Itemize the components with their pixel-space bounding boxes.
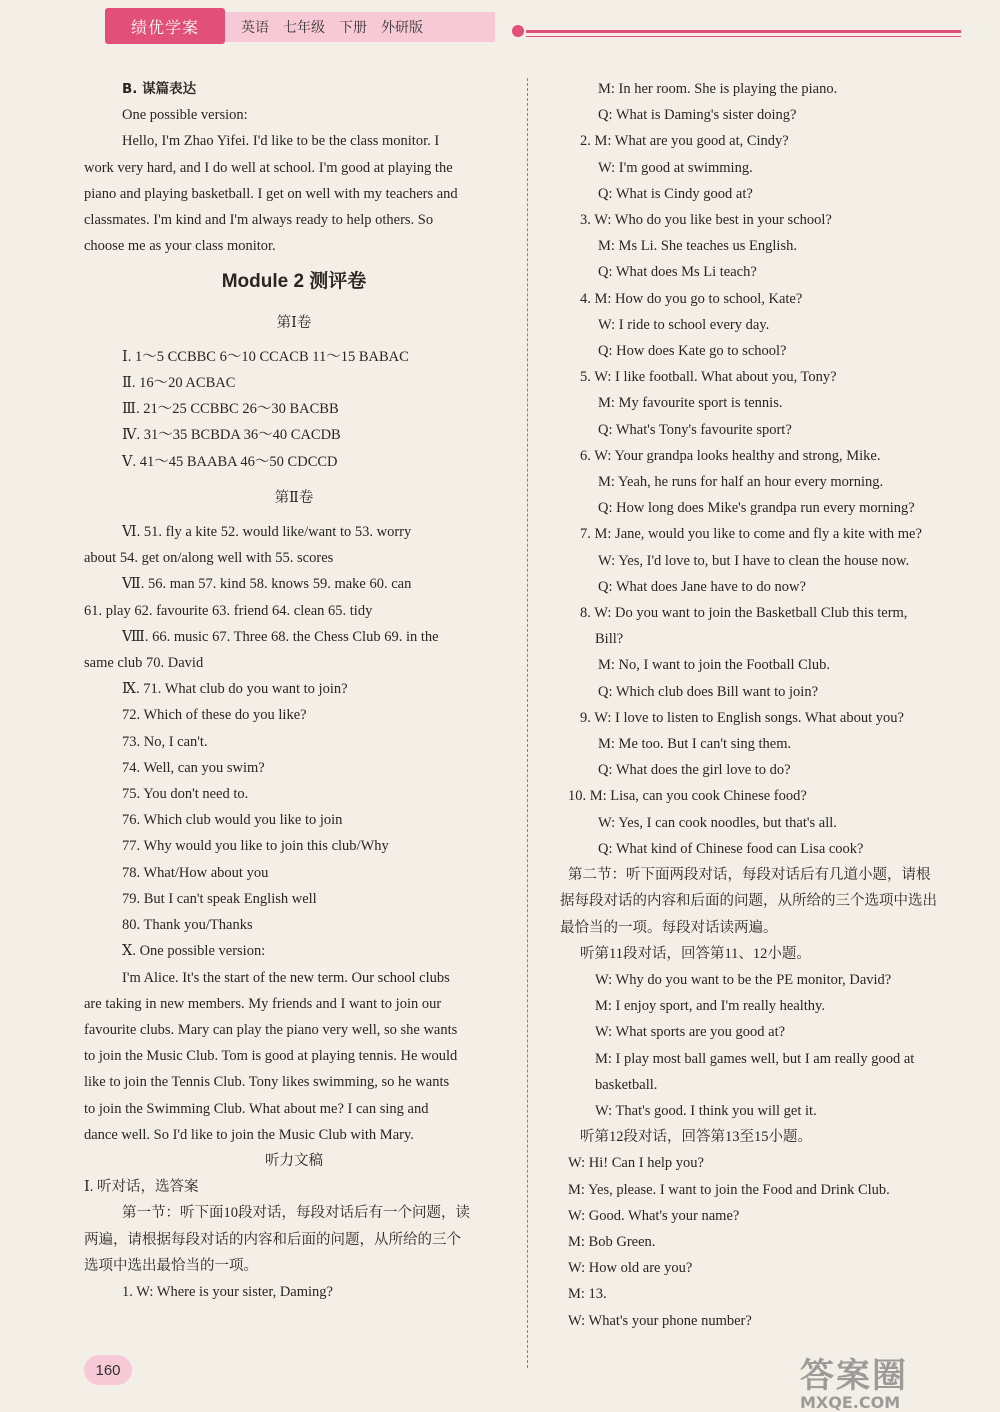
answer-line: Ⅶ. 56. man 57. kind 58. knows 59. make 60. can [122,576,412,593]
transcript-line: 据每段对话的内容和后面的问题，从所给的三个选项中选出 [560,893,937,910]
answer-line: Ⅳ. 31～35 BCBDA 36～40 CACDB [122,427,341,444]
header-dot [512,25,524,37]
transcript-line: W: What's your phone number? [568,1312,752,1329]
transcript-line: W: Hi! Can I help you? [568,1155,704,1172]
answer-line: Ⅵ. 51. fly a kite 52. would like/want to 53. worry [122,524,412,541]
transcript-line: W: How old are you? [568,1260,693,1277]
transcript-line: 2. M: What are you good at, Cindy? [580,133,789,150]
transcript-line: Q: What kind of Chinese food can Lisa cook? [598,840,864,857]
essay-line: favourite clubs. Mary can play the piano very well, so she wants [84,1021,458,1038]
transcript-line: basketball. [595,1076,658,1093]
essay-line: to join the Music Club. Tom is good at playing tennis. He would [84,1048,458,1065]
answer-key [84,344,504,475]
answer-line: 75. You don't need to. [122,786,249,803]
header-rule [526,30,961,33]
transcript-line: 7. M: Jane, would you like to come and fly a kite with me? [580,526,922,543]
transcript-line: Q: Which club does Bill want to join? [598,683,819,700]
transcript-line: 3. W: Who do you like best in your school? [580,212,832,229]
edition-label: 外研版 [381,20,423,36]
brand-label: 绩优学案 [105,8,225,44]
essay-line: are taking in new members. My friends and I want to join our [84,995,442,1012]
essay-line: choose me as your class monitor. [84,238,276,255]
answer-key [84,676,504,964]
transcript-line: 听第12段对话，回答第13至15小题。 [580,1129,812,1146]
transcript-line: Q: What does Ms Li teach? [598,264,757,281]
section-heading: B. 谋篇表达 [122,81,197,97]
transcript-line: M: Yes, please. I want to join the Food and Drink Club. [568,1181,890,1198]
transcript-line: W: I'm good at swimming. [598,159,753,176]
transcript-line: W: Yes, I can cook noodles, but that's all. [598,814,837,831]
grade-label: 七年级 [283,20,325,36]
transcript-line: M: I enjoy sport, and I'm really healthy. [595,998,825,1015]
answer-line: same club 70. David [84,655,204,672]
left-column [84,76,504,1305]
page-number: 160 [84,1355,132,1385]
header-rule-thin [526,36,961,37]
answer-line: 61. play 62. favourite 63. friend 64. clean 65. tidy [84,602,373,619]
transcript-line: W: Good. What's your name? [568,1207,740,1224]
answer-line: Ⅷ. 66. music 67. Three 68. the Chess Club 69. in the [122,628,439,645]
answer-line: 73. No, I can't. [122,733,208,750]
answer-line: 76. Which club would you like to join [122,812,343,829]
transcript-line: 4. M: How do you go to school, Kate? [580,290,803,307]
transcript-line: 第二节：听下面两段对话，每段对话后有几道小题，请根 [568,867,931,884]
transcript-line: Q: What is Daming's sister doing? [598,107,797,124]
answer-line: about 54. get on/along well with 55. scores [84,550,334,567]
transcript-line: M: In her room. She is playing the piano. [598,81,838,97]
part-heading: 第Ⅱ卷 [274,489,314,506]
essay-block [84,965,504,1148]
transcript-line: M: My favourite sport is tennis. [598,395,783,412]
transcript-line: Q: What is Cindy good at? [598,185,753,202]
answer-line: Ⅰ. 1～5 CCBBC 6～10 CCACB 11～15 BABAC [122,348,409,365]
transcript-line: 8. W: Do you want to join the Basketball Club this term, [580,605,908,622]
answer-line: 79. But I can't speak English well [122,890,317,907]
answer-line: Ⅲ. 21～25 CCBBC 26～30 BACBB [122,401,339,418]
subject-label: 英语 [241,20,269,36]
instruction-line: 两遍，请根据每段对话的内容和后面的问题，从所给的三个 [84,1231,461,1248]
transcript-line: W: Why do you want to be the PE monitor, David? [595,971,892,988]
page-header [0,0,1000,60]
transcript-line: 9. W: I love to listen to English songs. What about you? [580,709,904,726]
transcript-line: W: I ride to school every day. [598,316,770,333]
transcript-line: 5. W: I like football. What about you, Tony? [580,369,837,386]
answer-line: Ⅴ. 41～45 BAABA 46～50 CDCCD [122,453,338,470]
answer-line: 80. Thank you/Thanks [122,917,253,934]
instruction-line: 第一节：听下面10段对话，每段对话后有一个问题，读 [122,1205,470,1222]
essay-line: to join the Swimming Club. What about me? I can sing and [84,1100,429,1117]
transcript-line: 10. M: Lisa, can you cook Chinese food? [568,788,807,805]
transcript-line: M: Yeah, he runs for half an hour every morning. [598,474,884,491]
transcript-line: 6. W: Your grandpa looks healthy and strong, Mike. [580,447,881,464]
transcript-line: Q: What's Tony's favourite sport? [598,421,792,438]
volume-label: 下册 [339,20,367,36]
answer-line: Ⅱ. 16～20 ACBAC [122,375,236,392]
transcript-line: Q: How does Kate go to school? [598,343,787,360]
watermark-url: MXQE.COM [800,1393,901,1412]
transcript-line: W: What sports are you good at? [595,1024,786,1041]
dialog-line: 1. W: Where is your sister, Daming? [122,1283,333,1300]
transcript-line: W: That's good. I think you will get it. [595,1102,817,1119]
essay-line: Hello, I'm Zhao Yifei. I'd like to be the class monitor. I [122,133,440,150]
watermark-text: 答案圈 [800,1356,908,1396]
transcript-line: Q: What does Jane have to do now? [598,578,806,595]
essay-line: like to join the Tennis Club. Tony likes swimming, so he wants [84,1074,450,1091]
column-divider [527,78,528,1368]
transcript-line: M: 13. [568,1286,607,1303]
transcript-line: 最恰当的一项。每段对话读两遍。 [560,919,778,936]
part-heading: 第Ⅰ卷 [276,314,312,331]
essay-line: I'm Alice. It's the start of the new term. Our school clubs [122,969,450,986]
transcript-line: M: Ms Li. She teaches us English. [598,238,797,255]
essay-line: classmates. I'm kind and I'm always ready to help others. So [84,212,434,229]
watermark-logo [800,1348,908,1412]
section-heading: Ⅰ. 听对话，选答案 [84,1179,199,1196]
answer-line: 78. What/How about you [122,864,269,881]
essay-line: piano and playing basketball. I get on well with my teachers and [84,185,458,202]
transcript-line: M: No, I want to join the Football Club. [598,657,830,674]
transcript-line: M: I play most ball games well, but I am really good at [595,1050,915,1067]
transcript-line: Q: How long does Mike's grandpa run every morning? [598,500,915,517]
answer-line: 72. Which of these do you like? [122,707,307,724]
transcript-line: Bill? [595,631,624,648]
essay-line: work very hard, and I do well at school. I'm good at playing the [84,159,453,176]
transcript-line: M: Bob Green. [568,1233,656,1250]
essay-block [84,128,504,259]
transcript-line: Q: What does the girl love to do? [598,762,791,779]
module-title: Module 2 测评卷 [221,271,367,293]
subject-banner [225,12,495,42]
answer-key [84,519,504,676]
right-column [560,76,958,1334]
transcript-line: W: Yes, I'd love to, but I have to clean the house now. [598,552,910,569]
answer-line: 77. Why would you like to join this club/Why [122,838,389,855]
transcript-line: M: Me too. But I can't sing them. [598,736,792,753]
essay-line: dance well. So I'd like to join the Music Club with Mary. [84,1126,414,1143]
transcript-line: 听第11段对话，回答第11、12小题。 [580,945,811,962]
instruction-line: 选项中选出最恰当的一项。 [84,1257,258,1274]
answer-line: Ⅹ. One possible version: [122,943,266,960]
listening-title: 听力文稿 [265,1152,323,1169]
possible-version-label: One possible version: [122,107,248,124]
answer-line: Ⅸ. 71. What club do you want to join? [122,681,348,698]
answer-line: 74. Well, can you swim? [122,759,265,776]
